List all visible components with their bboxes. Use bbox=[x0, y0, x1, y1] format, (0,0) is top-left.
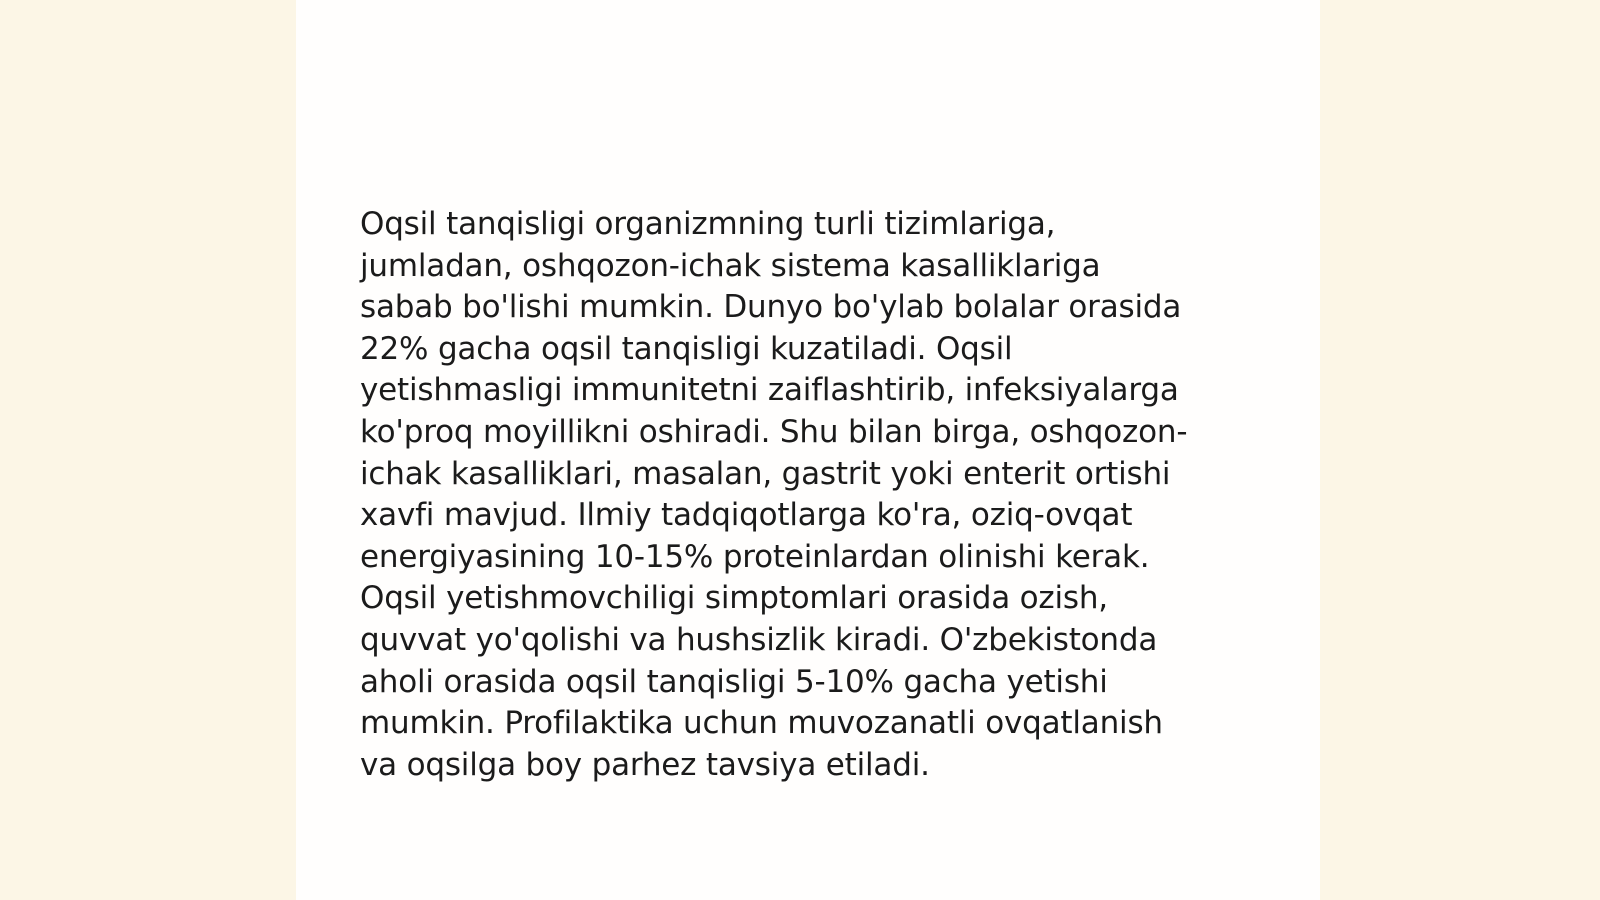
body-paragraph: Oqsil tanqisligi organizmning turli tizimlariga, jumladan, oshqozon-ichak sistema kasalliklariga sabab bo'lishi mumkin. Dunyo bo'ylab bolalar orasida 22% gacha oqsil tanqisligi kuzatiladi. Oqsil yetishmasligi immunitetni zaiflashtirib, infeksiyalarga ko'proq moyillikni oshiradi. Shu bilan birga, oshqozon- ichak kasalliklari, masalan, gastrit yoki enterit ortishi xavfi mavjud. Ilmiy tadqiqotlarga ko'ra, oziq-ovqat energiyasining 10-15% proteinlardan olinishi kerak. Oqsil yetishmovchiligi simptomlari orasida ozish, quvvat yo'qolishi va hushsizlik kiradi. O'zbekistonda aholi orasida oqsil tanqisligi 5-10% gacha yetishi mumkin. Profilaktika uchun muvozanatli ovqatlanish va oqsilga boy parhez tavsiya etiladi. bbox=[360, 206, 1188, 783]
document-page bbox=[296, 0, 1320, 900]
